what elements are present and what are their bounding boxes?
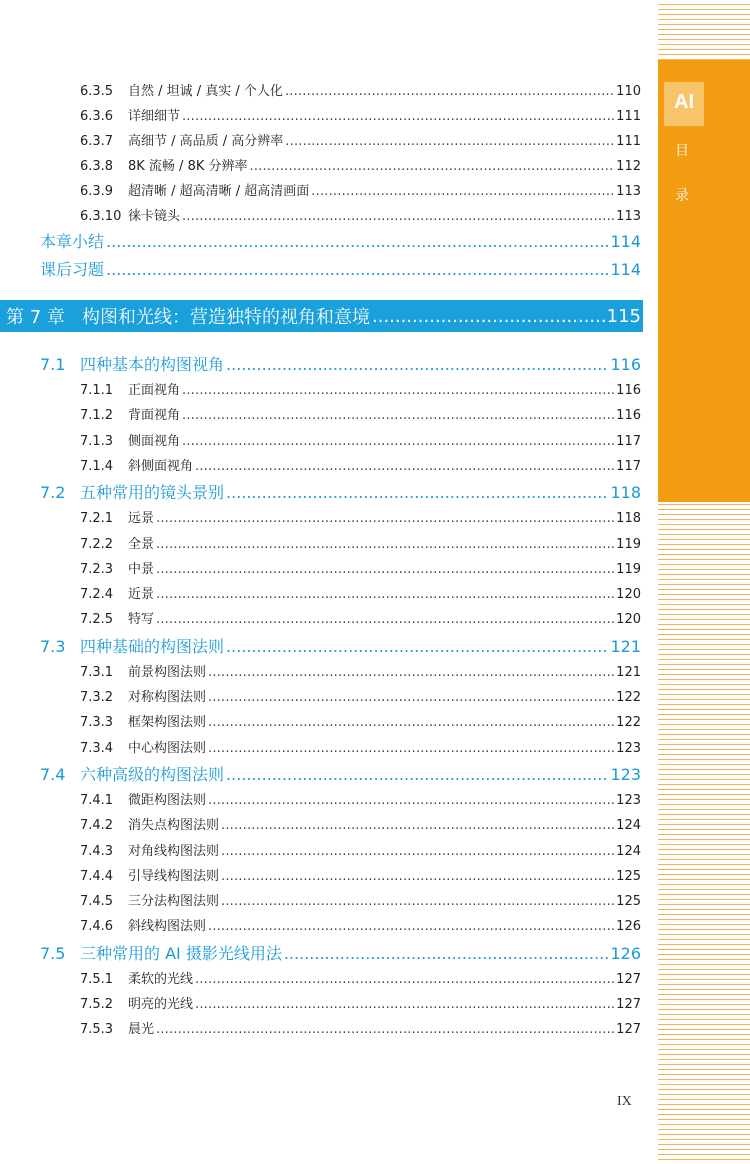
entry-page: 113 xyxy=(616,209,641,224)
toc-subsection[interactable] xyxy=(80,968,641,987)
entry-page: 120 xyxy=(616,587,641,603)
toc-subsection[interactable] xyxy=(80,840,641,859)
dot-leader xyxy=(106,232,608,251)
toc-subsection[interactable] xyxy=(80,379,641,398)
entry-number: 7.3.1 xyxy=(80,664,114,680)
entry-page: 112 xyxy=(616,159,641,174)
entry-number: 6.3.10 xyxy=(80,209,122,224)
entry-number: 7.1.4 xyxy=(80,458,114,474)
dot-leader xyxy=(208,690,614,705)
entry-number: 7.1.1 xyxy=(80,383,114,398)
entry-number: 7.4.3 xyxy=(80,843,114,859)
toc-subsection[interactable] xyxy=(80,455,641,474)
entry-number: 6.3.9 xyxy=(80,184,114,199)
toc-subsection[interactable] xyxy=(80,890,641,909)
entry-page: 116 xyxy=(616,383,641,398)
entry-title: 中景 xyxy=(128,561,155,577)
entry-title: 晨光 xyxy=(128,1022,155,1038)
toc-subsection[interactable] xyxy=(80,1018,641,1037)
entry-title: 侧面视角 xyxy=(128,433,181,449)
toc-section[interactable] xyxy=(40,480,641,503)
entry-title: 微距构图法则 xyxy=(128,792,207,808)
entry-title: 对称构图法则 xyxy=(128,690,207,705)
entry-title: 全景 xyxy=(128,536,155,552)
entry-page: 125 xyxy=(616,868,641,884)
entry-title: 本章小结 xyxy=(40,232,105,251)
dot-leader xyxy=(311,184,614,199)
entry-page: 118 xyxy=(610,483,641,503)
entry-title: 中心构图法则 xyxy=(128,740,207,756)
dot-leader xyxy=(221,869,614,884)
entry-page: 123 xyxy=(616,740,641,756)
entry-title: 六种高级的构图法则 xyxy=(80,764,225,784)
entry-title: 斜侧面视角 xyxy=(128,458,194,474)
entry-number: 7.2.2 xyxy=(80,536,114,552)
toc-subsection[interactable] xyxy=(80,865,641,884)
entry-page: 113 xyxy=(616,184,641,199)
toc-subsection[interactable] xyxy=(80,583,641,602)
toc-subsection[interactable] xyxy=(80,533,641,552)
entry-number: 7.3.3 xyxy=(80,715,114,731)
toc-subsection[interactable] xyxy=(80,155,641,174)
entry-page: 127 xyxy=(616,997,641,1012)
entry-page: 111 xyxy=(616,134,641,149)
dot-leader xyxy=(156,511,614,526)
chapter-heading[interactable] xyxy=(0,300,643,332)
entry-page: 118 xyxy=(616,511,641,527)
entry-title: 正面视角 xyxy=(128,383,181,398)
entry-title: 明亮的光线 xyxy=(128,997,194,1012)
entry-title: 五种常用的镜头景别 xyxy=(80,483,225,503)
entry-number: 7.2.1 xyxy=(80,511,114,527)
entry-title: 徕卡镜头 xyxy=(128,209,181,224)
entry-number: 7.3 xyxy=(40,636,66,656)
toc-section[interactable] xyxy=(40,634,641,657)
dot-leader xyxy=(195,972,614,987)
toc-subsection[interactable] xyxy=(80,430,641,449)
entry-title: 对角线构图法则 xyxy=(128,843,220,859)
toc-section[interactable] xyxy=(40,352,641,375)
dot-leader xyxy=(285,134,614,149)
toc-subsection[interactable] xyxy=(80,608,641,627)
entry-page: 126 xyxy=(610,943,641,963)
dot-leader xyxy=(195,459,614,474)
entry-page: 121 xyxy=(616,664,641,680)
dot-leader xyxy=(208,741,614,756)
entry-title: 特写 xyxy=(128,612,155,628)
entry-number: 6.3.8 xyxy=(80,159,114,174)
dot-leader xyxy=(156,587,614,602)
dot-leader xyxy=(156,537,614,552)
entry-number: 7.1 xyxy=(40,355,66,374)
dot-leader xyxy=(208,665,614,680)
entry-number: 7.5.2 xyxy=(80,997,114,1012)
dot-leader xyxy=(226,637,608,656)
entry-title: 近景 xyxy=(128,587,155,603)
entry-number: 7.4.5 xyxy=(80,894,114,910)
dot-leader xyxy=(182,383,614,398)
toc-subsection[interactable] xyxy=(80,737,641,756)
entry-page: 119 xyxy=(616,561,641,577)
toc-subsection[interactable] xyxy=(80,507,641,526)
toc-subsection[interactable] xyxy=(80,80,641,99)
entry-number: 6.3.5 xyxy=(80,84,114,99)
dot-leader xyxy=(372,306,605,327)
entry-number: 7.1.3 xyxy=(80,433,114,449)
dot-leader xyxy=(221,844,614,859)
toc-section[interactable] xyxy=(40,762,641,785)
dot-leader xyxy=(221,894,614,909)
entry-number: 7.4.4 xyxy=(80,868,114,884)
entry-page: 117 xyxy=(616,458,641,474)
chapter-title: 构图和光线：营造独特的视角和意境 xyxy=(82,307,370,328)
entry-number: 7.4 xyxy=(40,764,66,784)
entry-title: 远景 xyxy=(128,511,155,527)
dot-leader xyxy=(284,944,609,963)
dot-leader xyxy=(208,919,614,934)
entry-title: 消失点构图法则 xyxy=(128,818,220,834)
entry-page: 114 xyxy=(610,260,641,279)
entry-page: 119 xyxy=(616,536,641,552)
dot-leader xyxy=(208,793,614,808)
entry-title: 自然 / 坦诚 / 真实 / 个人化 xyxy=(128,84,283,99)
dot-leader xyxy=(195,997,614,1012)
dot-leader xyxy=(285,84,614,99)
dot-leader xyxy=(182,209,614,224)
entry-page: 123 xyxy=(610,764,641,784)
dot-leader xyxy=(221,818,614,833)
entry-page: 116 xyxy=(610,355,641,374)
entry-page: 126 xyxy=(616,919,641,935)
entry-title: 8K 流畅 / 8K 分辨率 xyxy=(128,159,248,174)
side-logo: AI xyxy=(664,82,704,126)
page-number: IX xyxy=(617,1094,632,1109)
entry-title: 柔软的光线 xyxy=(128,971,194,987)
side-label-1: 目 xyxy=(675,143,689,159)
entry-title: 课后习题 xyxy=(40,260,105,279)
toc-subsection[interactable] xyxy=(80,789,641,808)
entry-page: 127 xyxy=(616,971,641,987)
entry-number: 7.4.2 xyxy=(80,818,114,834)
entry-number: 6.3.6 xyxy=(80,109,114,124)
entry-page: 123 xyxy=(616,792,641,808)
entry-page: 117 xyxy=(616,433,641,449)
dot-leader xyxy=(156,1022,614,1037)
dot-leader xyxy=(182,434,614,449)
entry-number: 7.4.1 xyxy=(80,792,114,808)
entry-page: 124 xyxy=(616,843,641,859)
toc-subsection[interactable] xyxy=(80,686,641,705)
entry-page: 116 xyxy=(616,408,641,424)
toc-subsection[interactable] xyxy=(80,205,641,224)
entry-number: 7.4.6 xyxy=(80,919,114,935)
side-label-2: 录 xyxy=(675,188,689,204)
chapter-number: 第 7 章 xyxy=(6,307,65,328)
entry-title: 框架构图法则 xyxy=(128,715,207,731)
entry-number: 6.3.7 xyxy=(80,134,114,149)
dot-leader xyxy=(106,260,608,279)
chapter-page: 115 xyxy=(606,305,641,327)
entry-title: 引导线构图法则 xyxy=(128,868,220,884)
entry-number: 7.1.2 xyxy=(80,408,114,424)
toc-section[interactable] xyxy=(40,941,641,964)
entry-title: 斜线构图法则 xyxy=(128,919,207,935)
entry-number: 7.5.3 xyxy=(80,1022,114,1038)
dot-leader xyxy=(250,159,615,174)
toc-subsection[interactable] xyxy=(80,661,641,680)
dot-leader xyxy=(156,612,614,627)
entry-number: 7.2 xyxy=(40,483,66,503)
dot-leader xyxy=(208,715,614,730)
entry-number: 7.5 xyxy=(40,943,66,963)
entry-title: 四种基础的构图法则 xyxy=(80,636,225,656)
entry-page: 122 xyxy=(616,715,641,731)
dot-leader xyxy=(182,408,614,423)
toc-subsection[interactable] xyxy=(80,180,641,199)
toc-subsection[interactable] xyxy=(80,711,641,730)
entry-title: 详细细节 xyxy=(128,109,181,124)
entry-title: 三分法构图法则 xyxy=(128,894,220,910)
entry-number: 7.3.4 xyxy=(80,740,114,756)
entry-page: 124 xyxy=(616,818,641,834)
side-tab xyxy=(658,60,750,502)
entry-page: 110 xyxy=(616,84,641,99)
entry-title: 高细节 / 高品质 / 高分辨率 xyxy=(128,134,284,149)
entry-page: 121 xyxy=(610,636,641,656)
toc-subsection[interactable] xyxy=(80,993,641,1012)
toc-section[interactable] xyxy=(40,257,641,280)
dot-leader xyxy=(182,109,614,124)
entry-page: 127 xyxy=(616,1022,641,1038)
toc-subsection[interactable] xyxy=(80,814,641,833)
entry-page: 114 xyxy=(610,232,641,251)
toc-subsection[interactable] xyxy=(80,105,641,124)
entry-number: 7.2.4 xyxy=(80,587,114,603)
entry-page: 120 xyxy=(616,612,641,628)
toc-subsection[interactable] xyxy=(80,404,641,423)
entry-title: 背面视角 xyxy=(128,408,181,424)
entry-title: 前景构图法则 xyxy=(128,664,207,680)
entry-number: 7.2.3 xyxy=(80,561,114,577)
dot-leader xyxy=(226,355,608,374)
entry-number: 7.2.5 xyxy=(80,612,114,628)
entry-title: 三种常用的 AI 摄影光线用法 xyxy=(80,943,282,963)
entry-number: 7.3.2 xyxy=(80,690,114,705)
dot-leader xyxy=(156,562,614,577)
toc-section[interactable] xyxy=(40,229,641,252)
toc-subsection[interactable] xyxy=(80,915,641,934)
entry-page: 122 xyxy=(616,690,641,705)
dot-leader xyxy=(226,765,608,784)
entry-page: 111 xyxy=(616,109,641,124)
entry-title: 四种基本的构图视角 xyxy=(80,355,225,374)
entry-page: 125 xyxy=(616,894,641,910)
entry-number: 7.5.1 xyxy=(80,971,114,987)
entry-title: 超清晰 / 超高清晰 / 超高清画面 xyxy=(128,184,310,199)
toc-subsection[interactable] xyxy=(80,130,641,149)
toc-subsection[interactable] xyxy=(80,558,641,577)
dot-leader xyxy=(226,483,608,502)
